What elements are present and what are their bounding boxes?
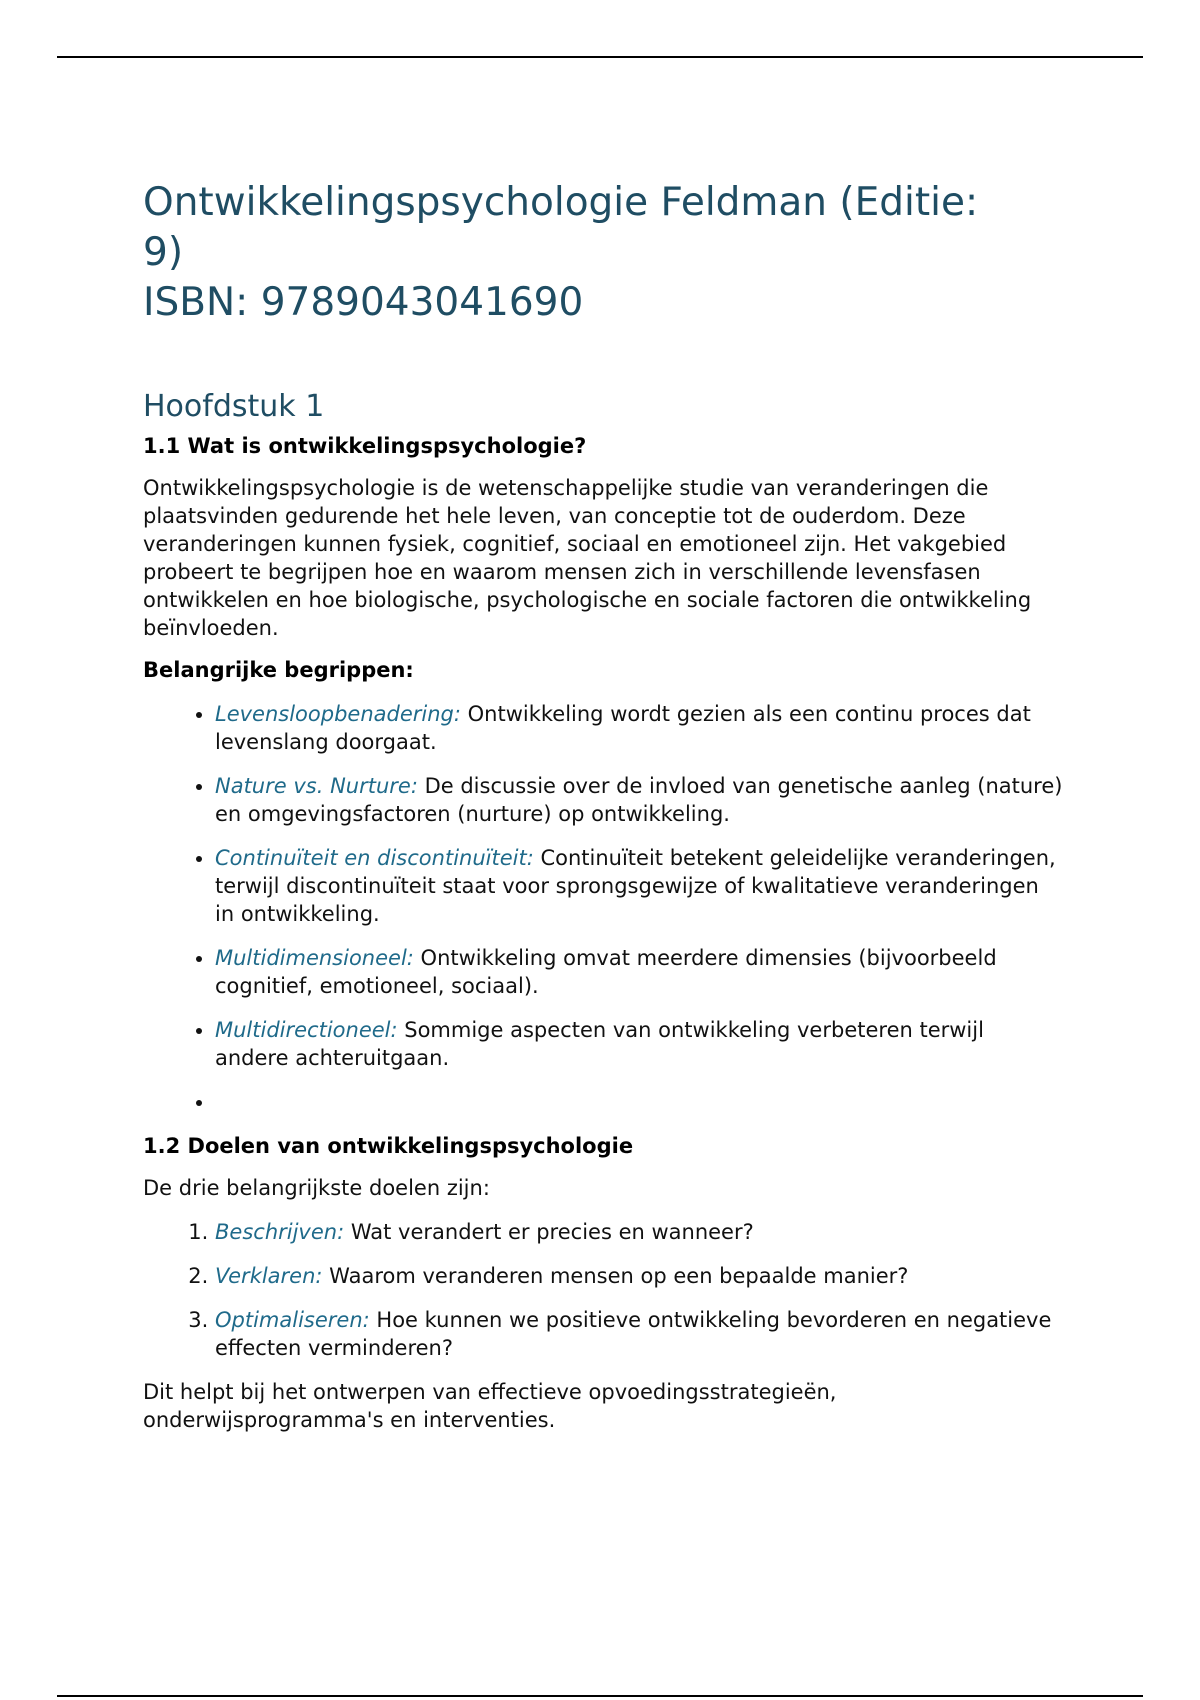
chapter-heading: Hoofdstuk 1 xyxy=(143,389,325,424)
list-item xyxy=(215,1262,1063,1290)
closing-paragraph: Dit helpt bij het ontwerpen van effectieve opvoedingsstrategieën, onderwijsprogramma's en interventies. xyxy=(143,1380,837,1432)
title-line: Ontwikkelingspsychologie Feldman (Editie: xyxy=(143,180,979,225)
empty-list-item xyxy=(215,1088,1063,1116)
concept-text: Sommige aspecten van ontwikkeling verbeteren terwijl andere achteruitgaan. xyxy=(215,1018,984,1070)
list-item xyxy=(215,844,1063,928)
document-title xyxy=(143,178,1063,328)
concept-term: Nature vs. Nurture: xyxy=(215,774,418,798)
goal-text: Hoe kunnen we positieve ontwikkeling bevorderen en negatieve effecten verminderen? xyxy=(215,1308,1052,1360)
concept-text: De discussie over de invloed van genetische aanleg (nature) en omgevingsfactoren (nurture) op ontwikkeling. xyxy=(215,774,1063,826)
section-heading: 1.2 Doelen van ontwikkelingspsychologie xyxy=(143,1134,634,1158)
goals-list xyxy=(143,1218,1063,1362)
concept-text: Continuïteit betekent geleidelijke veranderingen, terwijl discontinuïteit staat voor sprongsgewijze of kwalitatieve veranderingen in ontwikkeling. xyxy=(215,846,1056,926)
title-line: 9) xyxy=(143,230,184,275)
section-heading: 1.1 Wat is ontwikkelingspsychologie? xyxy=(143,434,587,458)
concept-term: Multidimensioneel: xyxy=(215,946,414,970)
footer-rule xyxy=(57,1695,1143,1697)
concept-term: Levensloopbenadering: xyxy=(215,702,461,726)
list-item xyxy=(215,700,1063,756)
concepts-label: Belangrijke begrippen: xyxy=(143,658,414,682)
concepts-list xyxy=(143,700,1063,1116)
goal-term: Verklaren: xyxy=(215,1264,323,1288)
list-item xyxy=(215,1306,1063,1362)
concept-term: Continuïteit en discontinuïteit: xyxy=(215,846,534,870)
goal-text: Waarom veranderen mensen op een bepaalde manier? xyxy=(322,1264,909,1288)
list-item xyxy=(215,772,1063,828)
list-item xyxy=(215,1218,1063,1246)
concept-text: Ontwikkeling omvat meerdere dimensies (bijvoorbeeld cognitief, emotioneel, sociaal). xyxy=(215,946,997,998)
isbn-line: ISBN: 9789043041690 xyxy=(143,280,584,325)
concept-term: Multidirectioneel: xyxy=(215,1018,398,1042)
header-rule xyxy=(57,56,1143,58)
list-item xyxy=(215,1016,1063,1072)
list-item xyxy=(215,944,1063,1000)
section-paragraph: Ontwikkelingspsychologie is de wetenschappelijke studie van veranderingen die plaatsvinden gedurende het hele leven, van conceptie tot de ouderdom. Deze veranderingen kunnen fysiek, cognitief, sociaal en emotioneel zijn. Het vakgebied probeert te begrijpen hoe en waarom mensen zich in verschillende levensfasen ontwikkelen en hoe biologische, psychologische en sociale factoren die ontwikkeling beïnvloeden. xyxy=(143,476,1032,640)
section-intro: De drie belangrijkste doelen zijn: xyxy=(143,1176,490,1200)
goal-text: Wat verandert er precies en wanneer? xyxy=(344,1220,754,1244)
document-body xyxy=(143,178,1063,1434)
goal-term: Optimaliseren: xyxy=(215,1308,370,1332)
concept-text: Ontwikkeling wordt gezien als een continu proces dat levenslang doorgaat. xyxy=(215,702,1031,754)
goal-term: Beschrijven: xyxy=(215,1220,345,1244)
